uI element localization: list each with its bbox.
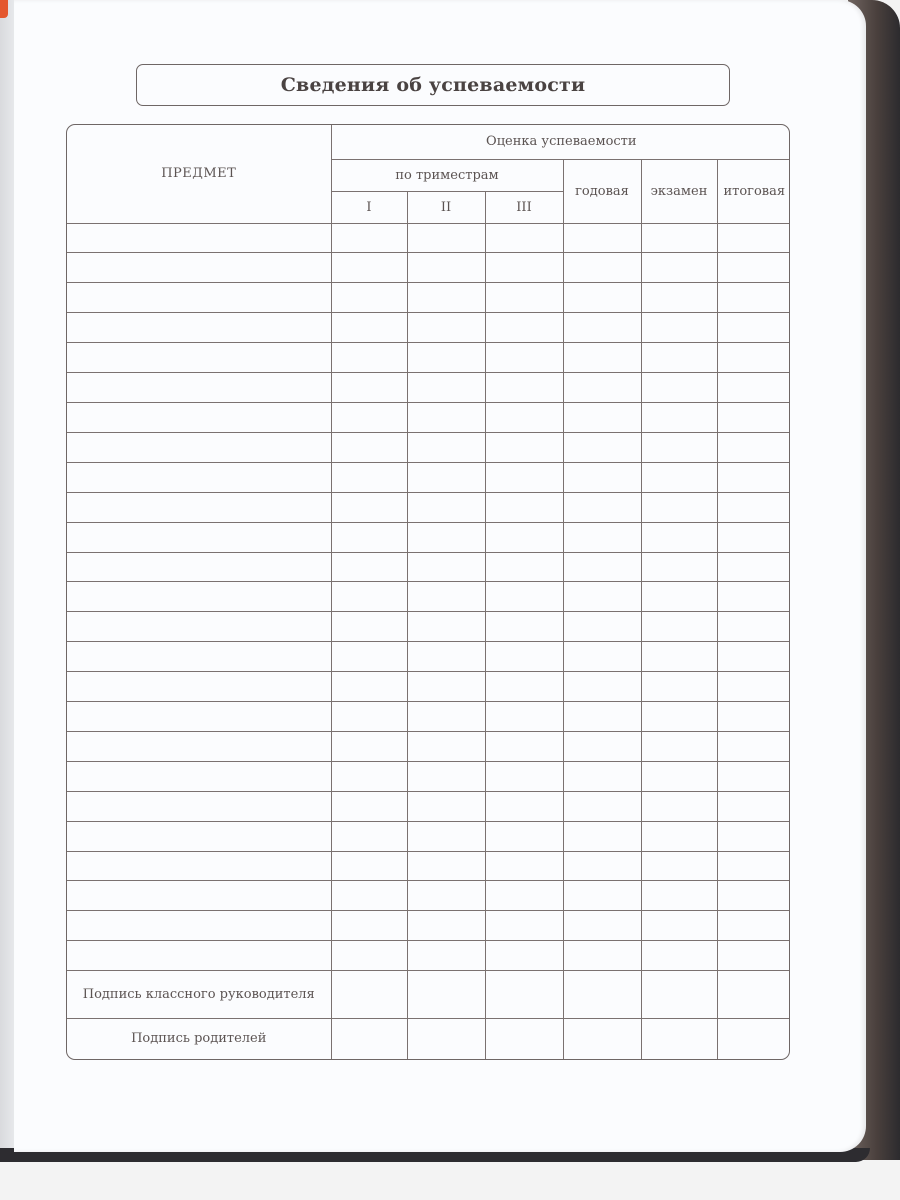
grade-cell[interactable] (717, 702, 790, 732)
grade-cell[interactable] (407, 612, 485, 642)
signature-cell[interactable] (407, 971, 485, 1019)
grade-cell[interactable] (641, 791, 717, 821)
grade-cell[interactable] (563, 432, 641, 462)
grade-cell[interactable] (407, 253, 485, 283)
grade-cell[interactable] (331, 642, 407, 672)
grade-cell[interactable] (563, 462, 641, 492)
grade-cell[interactable] (563, 731, 641, 761)
grade-cell[interactable] (641, 582, 717, 612)
table-row (67, 373, 790, 403)
grade-cell[interactable] (563, 402, 641, 432)
table-row (67, 702, 790, 732)
table-row (67, 851, 790, 881)
grade-cell[interactable] (717, 911, 790, 941)
grade-cell[interactable] (641, 343, 717, 373)
exam-column-header: экзамен (641, 159, 717, 223)
grade-cell[interactable] (485, 612, 563, 642)
signature-label: Подпись классного руководителя (67, 971, 331, 1019)
parents-signature-row (67, 1019, 790, 1059)
grade-cell[interactable] (563, 941, 641, 971)
grade-cell[interactable] (331, 911, 407, 941)
grade-cell[interactable] (641, 223, 717, 253)
grade-cell[interactable] (641, 851, 717, 881)
signature-cell[interactable] (563, 971, 641, 1019)
signature-cell[interactable] (485, 1019, 563, 1059)
subject-cell[interactable] (67, 881, 331, 911)
grade-cell[interactable] (717, 402, 790, 432)
grade-cell[interactable] (641, 402, 717, 432)
table-row (67, 881, 790, 911)
grade-cell[interactable] (717, 821, 790, 851)
grade-cell[interactable] (407, 343, 485, 373)
annual-column-header: годовая (563, 159, 641, 223)
grade-cell[interactable] (407, 313, 485, 343)
table-row (67, 462, 790, 492)
grade-cell[interactable] (407, 492, 485, 522)
table-row (67, 552, 790, 582)
table-row (67, 223, 790, 253)
subject-cell[interactable] (67, 851, 331, 881)
subject-cell[interactable] (67, 223, 331, 253)
subject-cell[interactable] (67, 522, 331, 552)
grade-cell[interactable] (641, 881, 717, 911)
grade-cell[interactable] (717, 642, 790, 672)
table-row (67, 761, 790, 791)
grade-cell[interactable] (407, 432, 485, 462)
subject-cell[interactable] (67, 313, 331, 343)
grade-cell[interactable] (407, 462, 485, 492)
grade-cell[interactable] (331, 522, 407, 552)
page-title: Сведения об успеваемости (280, 74, 586, 96)
grade-cell[interactable] (717, 881, 790, 911)
subject-cell[interactable] (67, 612, 331, 642)
subject-cell[interactable] (67, 642, 331, 672)
grade-cell[interactable] (641, 552, 717, 582)
grade-cell[interactable] (717, 761, 790, 791)
grade-cell[interactable] (331, 552, 407, 582)
trimester-1-header: I (331, 191, 407, 223)
grade-cell[interactable] (563, 881, 641, 911)
grade-cell[interactable] (485, 313, 563, 343)
table-row (67, 432, 790, 462)
final-column-header: итоговая (717, 159, 790, 223)
grade-cell[interactable] (563, 642, 641, 672)
signature-cell[interactable] (407, 1019, 485, 1059)
grade-cell[interactable] (407, 223, 485, 253)
grade-cell[interactable] (563, 552, 641, 582)
grade-cell[interactable] (331, 702, 407, 732)
table-row (67, 253, 790, 283)
grade-cell[interactable] (641, 821, 717, 851)
signature-cell[interactable] (641, 971, 717, 1019)
grade-cell[interactable] (563, 313, 641, 343)
grade-cell[interactable] (641, 492, 717, 522)
table-row (67, 612, 790, 642)
grade-cell[interactable] (485, 343, 563, 373)
subject-cell[interactable] (67, 791, 331, 821)
grade-cell[interactable] (641, 672, 717, 702)
grade-cell[interactable] (407, 791, 485, 821)
grade-cell[interactable] (407, 702, 485, 732)
grade-cell[interactable] (717, 851, 790, 881)
table-row (67, 313, 790, 343)
grade-cell[interactable] (717, 582, 790, 612)
grade-cell[interactable] (331, 492, 407, 522)
signature-cell[interactable] (331, 1019, 407, 1059)
grade-cell[interactable] (641, 941, 717, 971)
grade-cell[interactable] (407, 821, 485, 851)
grade-cell[interactable] (563, 343, 641, 373)
grade-cell[interactable] (407, 881, 485, 911)
grade-cell[interactable] (331, 373, 407, 403)
table-row (67, 642, 790, 672)
grade-cell[interactable] (331, 343, 407, 373)
grade-cell[interactable] (641, 462, 717, 492)
grade-cell[interactable] (717, 941, 790, 971)
table-row (67, 791, 790, 821)
grade-cell[interactable] (407, 941, 485, 971)
grade-cell[interactable] (407, 731, 485, 761)
grade-cell[interactable] (331, 941, 407, 971)
grade-cell[interactable] (641, 432, 717, 462)
grade-cell[interactable] (485, 522, 563, 552)
grade-cell[interactable] (331, 253, 407, 283)
table-row (67, 672, 790, 702)
table-row (67, 522, 790, 552)
grade-cell[interactable] (717, 283, 790, 313)
signature-cell[interactable] (331, 971, 407, 1019)
grade-cell[interactable] (641, 373, 717, 403)
signature-cell[interactable] (563, 1019, 641, 1059)
grade-cell[interactable] (563, 373, 641, 403)
trimester-header: по триместрам (331, 159, 563, 191)
grade-cell[interactable] (485, 761, 563, 791)
subject-cell[interactable] (67, 731, 331, 761)
trimester-2-header: II (407, 191, 485, 223)
table-row (67, 402, 790, 432)
grade-cell[interactable] (717, 313, 790, 343)
grade-cell[interactable] (331, 761, 407, 791)
trimester-3-header: III (485, 191, 563, 223)
grade-cell[interactable] (331, 881, 407, 911)
subject-cell[interactable] (67, 911, 331, 941)
grade-cell[interactable] (331, 791, 407, 821)
grade-cell[interactable] (485, 223, 563, 253)
subject-cell[interactable] (67, 582, 331, 612)
grade-cell[interactable] (407, 642, 485, 672)
teacher-signature-row (67, 971, 790, 1019)
table-row (67, 343, 790, 373)
grade-cell[interactable] (485, 253, 563, 283)
grade-cell[interactable] (485, 941, 563, 971)
title-frame (136, 64, 730, 106)
grade-cell[interactable] (641, 522, 717, 552)
grade-cell[interactable] (407, 851, 485, 881)
grade-cell[interactable] (563, 761, 641, 791)
subject-cell[interactable] (67, 552, 331, 582)
table-row (67, 911, 790, 941)
grade-cell[interactable] (331, 402, 407, 432)
grade-cell[interactable] (331, 612, 407, 642)
grade-cell[interactable] (717, 672, 790, 702)
grade-cell[interactable] (331, 462, 407, 492)
grades-table-frame (66, 124, 790, 1060)
grade-cell[interactable] (563, 911, 641, 941)
table-row (67, 582, 790, 612)
bookmark-ribbon (0, 0, 8, 18)
grade-cell[interactable] (641, 253, 717, 283)
subject-cell[interactable] (67, 702, 331, 732)
grade-cell[interactable] (485, 492, 563, 522)
grade-cell[interactable] (485, 911, 563, 941)
grade-cell[interactable] (407, 672, 485, 702)
grade-cell[interactable] (563, 522, 641, 552)
grade-cell[interactable] (641, 283, 717, 313)
signature-cell[interactable] (641, 1019, 717, 1059)
grade-cell[interactable] (485, 821, 563, 851)
grade-cell[interactable] (407, 373, 485, 403)
grade-cell[interactable] (485, 283, 563, 313)
grade-cell[interactable] (407, 522, 485, 552)
grade-cell[interactable] (485, 462, 563, 492)
grade-cell[interactable] (331, 582, 407, 612)
subject-cell[interactable] (67, 343, 331, 373)
grade-cell[interactable] (485, 702, 563, 732)
grade-cell[interactable] (407, 283, 485, 313)
grade-cell[interactable] (641, 642, 717, 672)
signature-cell[interactable] (485, 971, 563, 1019)
subject-column-header: ПРЕДМЕТ (67, 125, 331, 223)
grade-cell[interactable] (331, 223, 407, 253)
grade-cell[interactable] (485, 881, 563, 911)
grade-cell[interactable] (641, 313, 717, 343)
grade-cell[interactable] (331, 313, 407, 343)
grade-cell[interactable] (641, 911, 717, 941)
grade-cell[interactable] (563, 702, 641, 732)
subject-cell[interactable] (67, 283, 331, 313)
grade-cell[interactable] (717, 253, 790, 283)
grade-cell[interactable] (407, 911, 485, 941)
table-row (67, 492, 790, 522)
grade-cell[interactable] (331, 283, 407, 313)
table-row (67, 941, 790, 971)
subject-cell[interactable] (67, 821, 331, 851)
subject-cell[interactable] (67, 253, 331, 283)
grade-cell[interactable] (331, 432, 407, 462)
grade-cell[interactable] (485, 672, 563, 702)
grade-cell[interactable] (563, 672, 641, 702)
grade-cell[interactable] (563, 492, 641, 522)
grades-table (67, 125, 790, 1059)
grade-cell[interactable] (331, 672, 407, 702)
grade-cell[interactable] (563, 821, 641, 851)
subject-cell[interactable] (67, 462, 331, 492)
grade-cell[interactable] (717, 462, 790, 492)
subject-cell[interactable] (67, 492, 331, 522)
grade-cell[interactable] (563, 851, 641, 881)
grade-cell[interactable] (641, 731, 717, 761)
grade-cell[interactable] (717, 343, 790, 373)
grade-cell[interactable] (717, 492, 790, 522)
grade-cell[interactable] (485, 642, 563, 672)
subject-cell[interactable] (67, 402, 331, 432)
grade-header: Оценка успеваемости (331, 125, 790, 159)
grade-cell[interactable] (717, 522, 790, 552)
grade-cell[interactable] (717, 223, 790, 253)
grade-cell[interactable] (485, 851, 563, 881)
grade-cell[interactable] (407, 582, 485, 612)
table-row (67, 821, 790, 851)
grade-cell[interactable] (717, 432, 790, 462)
grade-cell[interactable] (485, 791, 563, 821)
grade-cell[interactable] (717, 552, 790, 582)
grade-cell[interactable] (563, 582, 641, 612)
grade-cell[interactable] (563, 223, 641, 253)
grade-cell[interactable] (641, 761, 717, 791)
grade-cell[interactable] (563, 791, 641, 821)
grade-cell[interactable] (717, 612, 790, 642)
grade-cell[interactable] (407, 552, 485, 582)
grade-cell[interactable] (485, 552, 563, 582)
subject-cell[interactable] (67, 761, 331, 791)
grade-cell[interactable] (717, 373, 790, 403)
table-row (67, 731, 790, 761)
subject-cell[interactable] (67, 941, 331, 971)
signature-label: Подпись родителей (67, 1019, 331, 1059)
grade-cell[interactable] (485, 402, 563, 432)
grade-cell[interactable] (717, 791, 790, 821)
grade-cell[interactable] (485, 582, 563, 612)
grade-cell[interactable] (563, 612, 641, 642)
grade-cell[interactable] (485, 373, 563, 403)
grade-cell[interactable] (331, 851, 407, 881)
subject-cell[interactable] (67, 373, 331, 403)
table-row (67, 283, 790, 313)
grade-cell[interactable] (641, 702, 717, 732)
grade-cell[interactable] (331, 731, 407, 761)
subject-cell[interactable] (67, 672, 331, 702)
grade-cell[interactable] (563, 253, 641, 283)
grade-cell[interactable] (331, 821, 407, 851)
grade-cell[interactable] (485, 432, 563, 462)
grade-cell[interactable] (563, 283, 641, 313)
grade-cell[interactable] (407, 402, 485, 432)
subject-cell[interactable] (67, 432, 331, 462)
signature-cell[interactable] (717, 1019, 790, 1059)
grade-cell[interactable] (485, 731, 563, 761)
signature-cell[interactable] (717, 971, 790, 1019)
grade-cell[interactable] (641, 612, 717, 642)
grade-cell[interactable] (717, 731, 790, 761)
grade-cell[interactable] (407, 761, 485, 791)
